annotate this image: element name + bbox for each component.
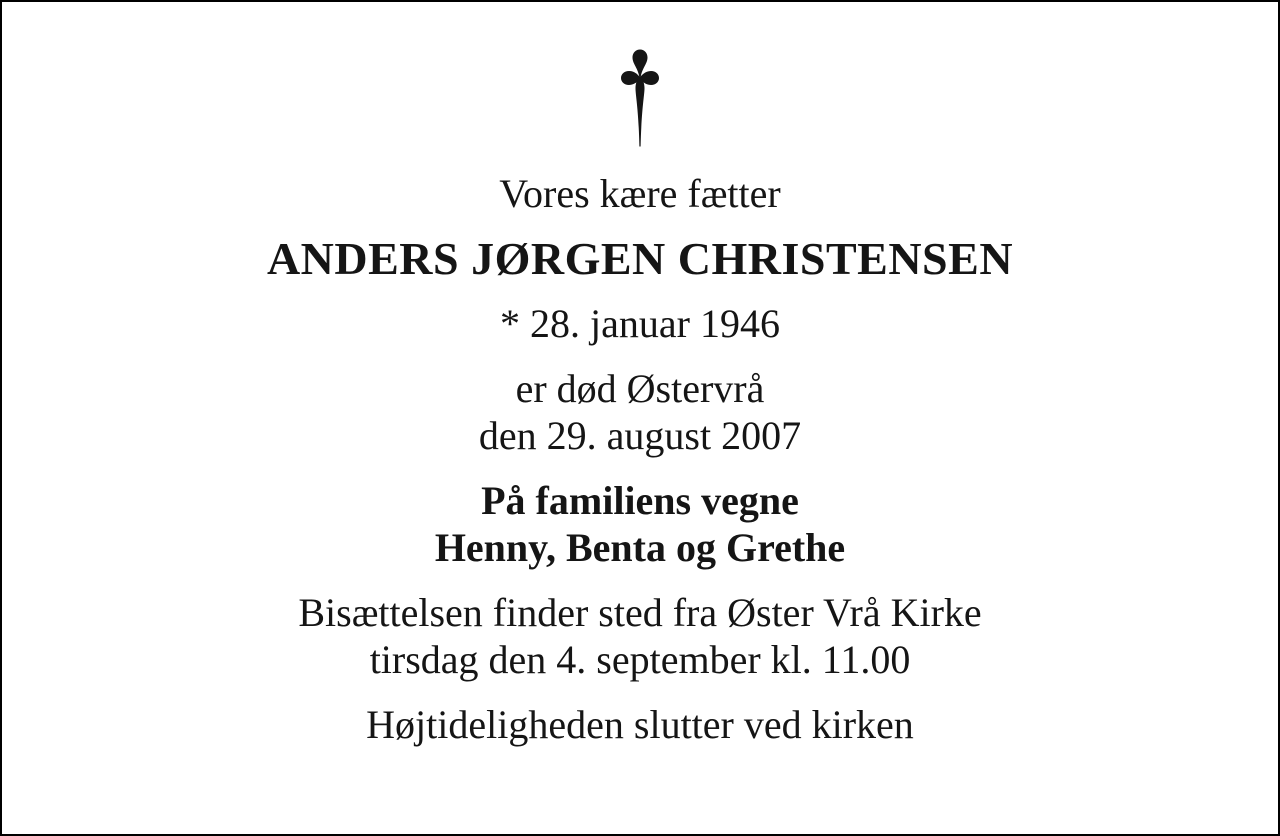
family-block xyxy=(435,477,845,571)
ceremony-time-line: tirsdag den 4. september kl. 11.00 xyxy=(369,637,911,682)
closing-line: Højtideligheden slutter ved kirken xyxy=(366,702,914,747)
intro-line: Vores kære fætter xyxy=(499,171,781,216)
closing-block xyxy=(366,701,914,748)
name-block xyxy=(267,235,1013,282)
intro-block xyxy=(499,170,780,217)
family-intro-line: På familiens vegne xyxy=(481,478,799,523)
family-names-line: Henny, Benta og Grethe xyxy=(434,525,846,570)
death-place-line: er død Østervrå xyxy=(515,366,765,411)
death-date-line: den 29. august 2007 xyxy=(478,413,802,458)
birth-date-line: * 28. januar 1946 xyxy=(500,301,780,346)
memorial-cross-icon xyxy=(617,48,663,148)
ceremony-block xyxy=(298,589,981,683)
birth-block xyxy=(500,300,780,347)
deceased-name: ANDERS JØRGEN CHRISTENSEN xyxy=(266,233,1014,284)
death-block xyxy=(479,365,801,459)
ceremony-place-line: Bisættelsen finder sted fra Øster Vrå Kirke xyxy=(298,590,982,635)
